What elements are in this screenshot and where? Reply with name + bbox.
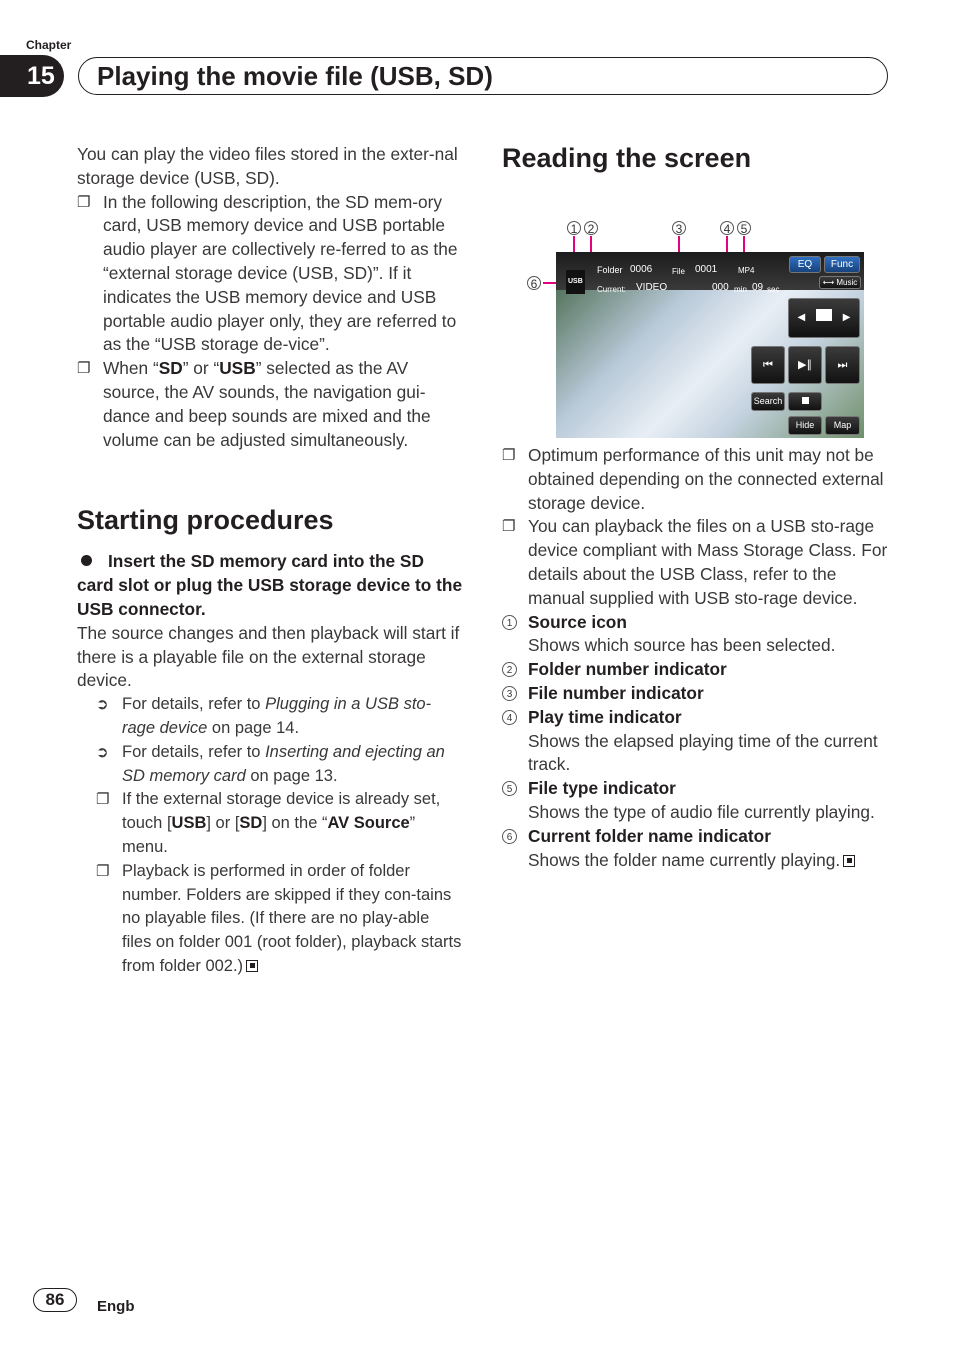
section-title-reading: Reading the screen	[502, 143, 752, 173]
next-track-button[interactable]	[825, 346, 860, 384]
checkbox-icon: ❐	[502, 447, 516, 464]
folder-label: Folder	[597, 265, 623, 275]
chapter-title: Playing the movie file (USB, SD)	[78, 57, 888, 95]
file-type: MP4	[738, 266, 755, 275]
search-button[interactable]: Search	[751, 392, 785, 411]
legend-item-6: 6 Current folder name indicator	[502, 825, 888, 849]
reference-usb: ➲ For details, refer to Plugging in a USB sto-rage device on page 14.	[96, 695, 432, 737]
file-label: File	[672, 267, 685, 276]
left-column	[77, 143, 463, 979]
chapter-number: 15	[0, 55, 64, 97]
note-folder-order: ❐ Playback is performed in order of folder number. Folders are skipped if they con-tains no playable files. (If there are no play-able files on folder 001 (root folder), playback starts from folder 002.)	[96, 861, 462, 975]
source-icon: USB	[566, 270, 585, 294]
play-time-sec: 09	[752, 282, 764, 293]
step-description: The source changes and then playback will start if there is a playable file on the external storage device.	[77, 622, 460, 691]
skip-back-icon: ⏮	[763, 359, 773, 371]
skip-forward-icon: ⏭	[837, 359, 848, 371]
chapter-label: Chapter	[26, 38, 72, 52]
eq-button[interactable]: EQ	[789, 256, 821, 273]
note-external-storage: ❐ In the following description, the SD mem-ory card, USB memory device and USB portable audio player are collectively re-ferred to as the “external storage device (USB, SD)”. If it indicates the USB memory device and USB portable audio player only, they are referred to as the “USB storage de-vice”.	[77, 191, 458, 355]
file-number: 0001	[695, 264, 718, 275]
checkbox-icon: ❐	[502, 518, 516, 536]
bullet-icon	[81, 555, 92, 566]
end-mark-icon	[246, 960, 258, 972]
intro-text: You can play the video files stored in the exter-nal storage device (USB, SD).	[77, 144, 458, 188]
callout-1: 1	[567, 221, 581, 235]
step-insert-card: Insert the SD memory card into the SD card slot or plug the USB storage device to the USB connector.	[77, 551, 463, 619]
note-already-set: ❐ If the external storage device is already set, touch [USB] or [SD] on the “AV Source” menu.	[96, 790, 441, 856]
checkbox-icon: ❐	[96, 862, 110, 880]
min-label: min	[734, 285, 747, 294]
reference-sd: ➲ For details, refer to Inserting and ejecting an SD memory card on page 13.	[96, 742, 445, 785]
map-button[interactable]: Map	[825, 416, 860, 435]
legend-item-1: 1 Source icon	[502, 611, 888, 635]
legend-item-5: 5 File type indicator	[502, 777, 888, 801]
screen-figure	[502, 174, 888, 444]
current-label: Current:	[597, 285, 626, 294]
previous-track-button[interactable]	[751, 346, 785, 384]
hide-button[interactable]: Hide	[788, 416, 822, 435]
note-av-source: ❐ When “SD” or “USB” selected as the AV source, the AV sounds, the navigation gui-dance and beep sounds are mixed and the volume can be adjusted simultaneously.	[77, 358, 431, 450]
legend-description-1: Shows which source has been selected.	[528, 635, 836, 656]
play-time-min: 000	[712, 282, 729, 293]
arrow-right-icon: ➲	[96, 696, 109, 714]
note-performance: ❐ Optimum performance of this unit may not be obtained depending on the connected external storage device.	[502, 445, 884, 513]
callout-3: 3	[672, 221, 686, 235]
legend-description-6: Shows the folder name currently playing.	[502, 849, 888, 873]
legend-description-5: Shows the type of audio file currently playing.	[528, 801, 875, 822]
sec-label: sec	[767, 285, 780, 294]
current-folder-name: VIDEO	[636, 282, 668, 293]
note-mass-storage: ❐ You can playback the files on a USB sto-rage device compliant with Mass Storage Class. For details about the USB Class, refer to the manual supplied with USB sto-rage device.	[502, 516, 888, 608]
chevron-right-icon: ▶	[842, 312, 851, 323]
folder-nav-button[interactable]	[788, 298, 860, 338]
callout-2: 2	[584, 221, 598, 235]
device-screen	[556, 252, 864, 438]
legend-item-4: 4 Play time indicator	[502, 706, 888, 730]
section-title-starting: Starting procedures	[77, 505, 334, 536]
legend-description-4: Shows the elapsed playing time of the current track.	[528, 730, 878, 775]
chevron-left-icon: ◀	[797, 312, 806, 323]
callout-4: 4	[720, 221, 734, 235]
checkbox-icon: ❐	[77, 193, 91, 211]
checkbox-icon: ❐	[77, 360, 91, 378]
folder-number: 0006	[630, 264, 653, 275]
page-number: 86	[33, 1288, 77, 1312]
legend-item-3: 3 File number indicator	[502, 682, 888, 706]
end-mark-icon	[843, 855, 855, 867]
folder-icon	[816, 309, 832, 321]
callout-6: 6	[527, 276, 541, 290]
play-pause-button[interactable]	[788, 346, 822, 384]
language-code: Engb	[97, 1298, 135, 1315]
arrow-right-icon: ➲	[96, 743, 109, 761]
checkbox-icon: ❐	[96, 791, 110, 809]
callout-5: 5	[737, 221, 751, 235]
stop-icon	[802, 397, 809, 404]
stop-button[interactable]	[788, 392, 822, 411]
play-pause-icon: ▶∥	[798, 359, 812, 371]
func-button[interactable]: Func	[824, 256, 860, 273]
right-column	[502, 143, 888, 872]
legend-item-2: 2 Folder number indicator	[502, 658, 888, 682]
music-button[interactable]: ⟷ Music	[819, 276, 861, 289]
